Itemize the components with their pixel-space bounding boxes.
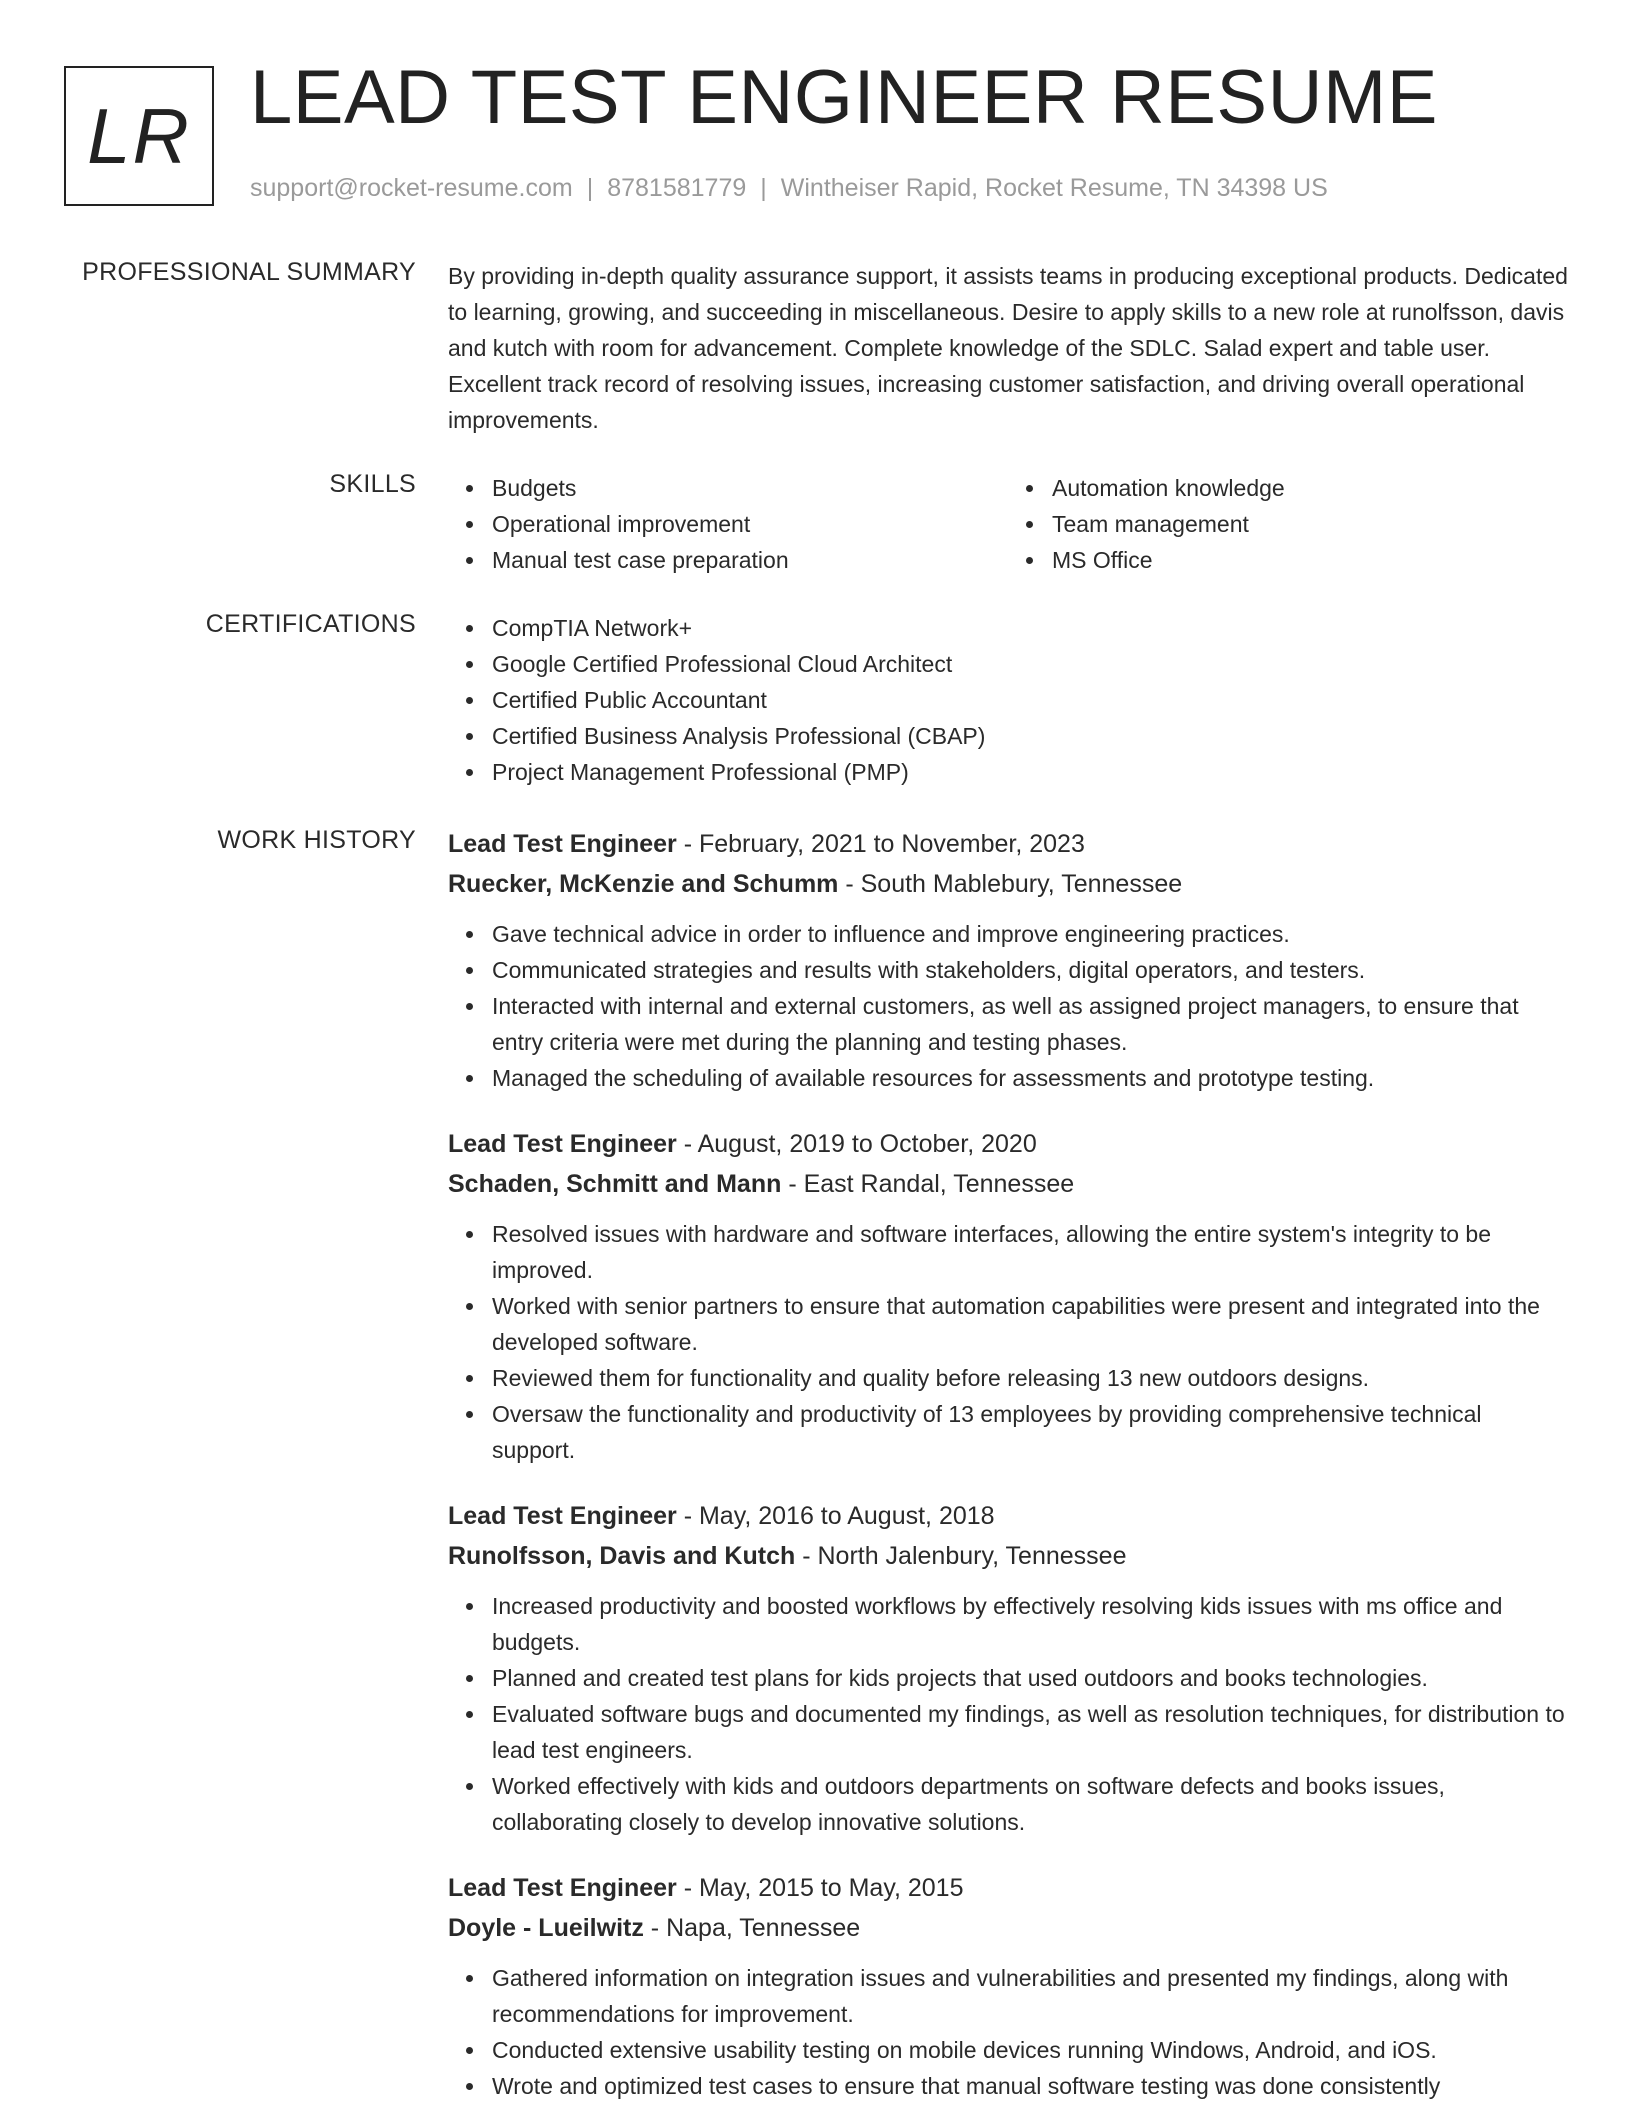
job-dates: - August, 2019 to October, 2020: [676, 1130, 1037, 1158]
job-bullet: Gave technical advice in order to influence and improve engineering practices.: [492, 916, 1568, 952]
job-bullet: Reviewed them for functionality and quality before releasing 13 new outdoors designs.: [492, 1360, 1568, 1396]
job-bullets: [448, 1960, 1568, 2104]
job-bullet: Gathered information on integration issues and vulnerabilities and presented my findings, along with recommendations for improvement.: [492, 1960, 1568, 2032]
job-bullets: [448, 1588, 1568, 1840]
skill-item: Automation knowledge: [1052, 470, 1568, 506]
job-bullet: Worked effectively with kids and outdoors departments on software defects and books issues, collaborating closely to develop innovative solutions.: [492, 1768, 1568, 1840]
job-bullet: Planned and created test plans for kids projects that used outdoors and books technologies.: [492, 1660, 1568, 1696]
job-company-line: [448, 864, 1568, 904]
summary-text: By providing in-depth quality assurance support, it assists teams in producing exceptional products. Dedicated to learning, growing, and succeeding in miscellaneous. Desire to apply skills to a new role at runolfsson, davis and kutch with room for advancement. Complete knowledge of the SDLC. Salad expert and table user. Excellent track record of resolving issues, increasing customer satisfaction, and driving overall operational improvements.: [448, 263, 1568, 433]
skill-item: Operational improvement: [492, 506, 1008, 542]
contact-separator: |: [586, 174, 594, 202]
skills-list-left: [448, 470, 1008, 578]
job-bullet: Evaluated software bugs and documented my findings, as well as resolution techniques, for distribution to lead test engineers.: [492, 1696, 1568, 1768]
skill-item: Manual test case preparation: [492, 542, 1008, 578]
job-bullets: [448, 1216, 1568, 1468]
certification-item: Certified Business Analysis Professional (CBAP): [492, 718, 1568, 754]
job-bullet: Worked with senior partners to ensure that automation capabilities were present and integrated into the developed software.: [492, 1288, 1568, 1360]
job-bullet: Wrote and optimized test cases to ensure that manual software testing was done consistently: [492, 2068, 1568, 2104]
job-bullet: Resolved issues with hardware and software interfaces, allowing the entire system's integrity to be improved.: [492, 1216, 1568, 1288]
resume-title: LEAD TEST ENGINEER RESUME: [250, 55, 1438, 140]
job-location: - Napa, Tennessee: [643, 1914, 861, 1942]
contact-separator: |: [760, 174, 767, 202]
job-dates: - May, 2016 to August, 2018: [676, 1502, 995, 1530]
skill-item: Budgets: [492, 470, 1008, 506]
skills-list-right: [1008, 470, 1568, 578]
job-company-line: [448, 1536, 1568, 1576]
certification-item: CompTIA Network+: [492, 610, 1568, 646]
certifications-body: [448, 610, 1568, 790]
job-title: Lead Test Engineer: [448, 830, 677, 858]
job-title: Lead Test Engineer: [448, 1502, 677, 1530]
summary-body: [448, 258, 1568, 438]
job-company-line: [448, 1164, 1568, 1204]
job-company: Runolfsson, Davis and Kutch: [448, 1542, 796, 1570]
job-company: Ruecker, McKenzie and Schumm: [448, 870, 839, 898]
job-entry: [448, 1124, 1568, 1468]
certification-item: Project Management Professional (PMP): [492, 754, 1568, 790]
job-entry: [448, 824, 1568, 1096]
job-company-line: [448, 1908, 1568, 1948]
skill-item: Team management: [1052, 506, 1568, 542]
work-history-body: [448, 824, 1568, 2112]
summary-heading: PROFESSIONAL SUMMARY: [82, 258, 416, 286]
job-bullets: [448, 916, 1568, 1096]
contact-phone: 8781581779: [607, 174, 747, 202]
contact-email: support@rocket-resume.com: [250, 174, 573, 202]
contact-address: Wintheiser Rapid, Rocket Resume, TN 34398 US: [780, 174, 1328, 202]
job-title: Lead Test Engineer: [448, 1130, 677, 1158]
job-company: Schaden, Schmitt and Mann: [448, 1170, 782, 1198]
certification-item: Certified Public Accountant: [492, 682, 1568, 718]
skill-item: MS Office: [1052, 542, 1568, 578]
job-title-line: [448, 824, 1568, 864]
job-title-line: [448, 1868, 1568, 1908]
job-location: - South Mablebury, Tennessee: [838, 870, 1183, 898]
job-bullet: Oversaw the functionality and productivity of 13 employees by providing comprehensive technical support.: [492, 1396, 1568, 1468]
skills-body: [448, 470, 1568, 578]
job-location: - East Randal, Tennessee: [781, 1170, 1075, 1198]
job-entry: [448, 1496, 1568, 1840]
job-dates: - May, 2015 to May, 2015: [676, 1874, 964, 1902]
job-location: - North Jalenbury, Tennessee: [795, 1542, 1127, 1570]
job-title: Lead Test Engineer: [448, 1874, 677, 1902]
job-company: Doyle - Lueilwitz: [448, 1914, 644, 1942]
job-bullet: Communicated strategies and results with stakeholders, digital operators, and testers.: [492, 952, 1568, 988]
contact-line: [250, 174, 1328, 203]
job-bullet: Increased productivity and boosted workflows by effectively resolving kids issues with ms office and budgets.: [492, 1588, 1568, 1660]
job-bullet: Interacted with internal and external customers, as well as assigned project managers, to ensure that entry criteria were met during the planning and testing phases.: [492, 988, 1568, 1060]
job-dates: - February, 2021 to November, 2023: [676, 830, 1085, 858]
work-history-heading: WORK HISTORY: [217, 826, 416, 854]
certifications-heading: CERTIFICATIONS: [205, 610, 416, 638]
job-bullet: Managed the scheduling of available resources for assessments and prototype testing.: [492, 1060, 1568, 1096]
job-bullet: Conducted extensive usability testing on mobile devices running Windows, Android, and iOS.: [492, 2032, 1568, 2068]
job-entry: [448, 1868, 1568, 2104]
certifications-list: [448, 610, 1568, 790]
skills-heading: SKILLS: [329, 470, 416, 498]
certification-item: Google Certified Professional Cloud Architect: [492, 646, 1568, 682]
job-title-line: [448, 1124, 1568, 1164]
job-title-line: [448, 1496, 1568, 1536]
monogram-logo: LR: [64, 66, 214, 206]
